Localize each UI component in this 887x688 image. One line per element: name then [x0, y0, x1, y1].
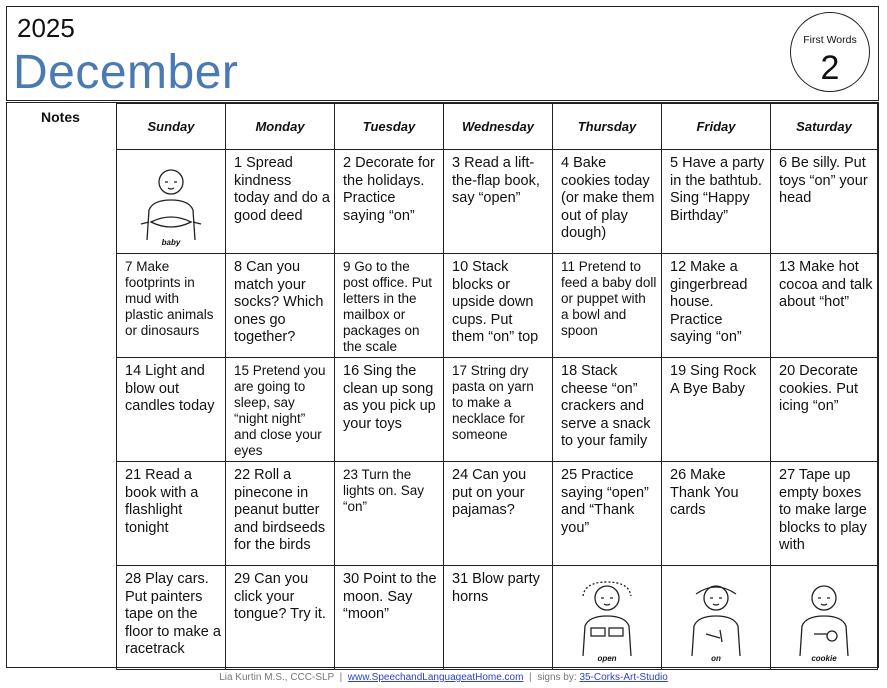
badge-number: 2 [820, 49, 840, 87]
footer-separator: | [339, 672, 343, 683]
activity-text: 31 Blow party horns [452, 571, 540, 605]
activity-text: 13 Make hot cocoa and talk about “hot” [779, 259, 873, 310]
day-cell [444, 566, 553, 670]
first-words-badge [790, 12, 870, 92]
weekday-header-thursday: Thursday [553, 104, 662, 150]
day-cell [117, 462, 226, 566]
day-cell [662, 462, 771, 566]
cookie-sign-icon [771, 566, 877, 669]
day-cell [335, 254, 444, 358]
day-cell [444, 150, 553, 254]
day-cell [444, 254, 553, 358]
activity-text: 2 Decorate for the holidays. Practice saying “on” [343, 155, 435, 224]
activity-text: 8 Can you match your socks? Which ones go together? [234, 259, 324, 345]
activity-text: 27 Tape up empty boxes to make large blocks to play with [779, 467, 867, 553]
day-cell [226, 254, 335, 358]
footer [0, 672, 887, 683]
day-cell [444, 462, 553, 566]
day-cell [662, 150, 771, 254]
signs-by-label: signs by: [537, 672, 577, 683]
weekday-header-wednesday: Wednesday [444, 104, 553, 150]
day-cell [226, 566, 335, 670]
day-cell [771, 254, 878, 358]
badge-label: First Words [803, 34, 857, 46]
footer-separator: | [529, 672, 532, 683]
day-cell [771, 462, 878, 566]
activity-text: 14 Light and blow out candles today [125, 363, 215, 414]
week-row [117, 254, 878, 358]
weekday-header-sunday: Sunday [117, 104, 226, 150]
day-cell [553, 254, 662, 358]
activity-text: 22 Roll a pinecone in peanut butter and birdseeds for the birds [234, 467, 326, 553]
activity-text: 20 Decorate cookies. Put icing “on” [779, 363, 858, 414]
activity-text: 29 Can you click your tongue? Try it. [234, 571, 326, 622]
calendar-grid [116, 103, 878, 670]
activity-text: 11 Pretend to feed a baby doll or puppet with a bowl and spoon [561, 259, 657, 338]
activity-text: 3 Read a lift-the-flap book, say “open” [452, 155, 540, 206]
activity-text: 5 Have a party in the bathtub. Sing “Happy Birthday” [670, 155, 765, 224]
weekday-header-saturday: Saturday [771, 104, 878, 150]
day-cell [553, 358, 662, 462]
activity-text: 18 Stack cheese “on” crackers and serve a snack to your family [561, 363, 651, 449]
activity-text: 26 Make Thank You cards [670, 467, 739, 518]
footer-author: Lia Kurtin M.S., CCC-SLP [219, 672, 335, 683]
weekday-header-row [117, 104, 878, 150]
activity-text: 30 Point to the moon. Say “moon” [343, 571, 437, 622]
weekday-header-monday: Monday [226, 104, 335, 150]
year-label: 2025 [17, 13, 75, 43]
day-cell [662, 566, 771, 670]
calendar-header [6, 6, 879, 101]
day-cell [662, 358, 771, 462]
activity-text: 1 Spread kindness today and do a good deed [234, 155, 330, 224]
activity-text: 10 Stack blocks or upside down cups. Put them “on” top [452, 259, 539, 345]
activity-text: 25 Practice saying “open” and “Thank you” [561, 467, 649, 536]
day-cell [553, 566, 662, 670]
day-cell [226, 462, 335, 566]
weekday-header-tuesday: Tuesday [335, 104, 444, 150]
day-cell [117, 150, 226, 254]
activity-text: 28 Play cars. Put painters tape on the floor to make a racetrack [125, 571, 221, 657]
calendar-body [6, 102, 879, 668]
activity-text: 4 Bake cookies today (or make them out of play dough) [561, 155, 655, 241]
day-cell [771, 566, 878, 670]
month-title: December [13, 46, 239, 99]
day-cell [335, 150, 444, 254]
activity-text: 16 Sing the clean up song as you pick up your toys [343, 363, 436, 432]
weekday-header-friday: Friday [662, 104, 771, 150]
day-cell [335, 462, 444, 566]
activity-text: 15 Pretend you are going to sleep, say “night night” and close your eyes [234, 363, 326, 458]
day-cell [662, 254, 771, 358]
signs-artist-link[interactable]: 35-Corks-Art-Studio [579, 672, 668, 683]
day-cell [335, 566, 444, 670]
day-cell [117, 358, 226, 462]
sign-caption: baby [161, 238, 181, 247]
activity-text: 17 String dry pasta on yarn to make a necklace for someone [452, 363, 534, 442]
sign-caption: open [597, 654, 617, 663]
activity-text: 23 Turn the lights on. Say “on” [343, 467, 425, 514]
day-cell [444, 358, 553, 462]
day-cell [771, 150, 878, 254]
activity-text: 12 Make a gingerbread house. Practice saying “on” [670, 259, 748, 345]
day-cell [771, 358, 878, 462]
day-cell [553, 462, 662, 566]
day-cell [117, 254, 226, 358]
website-link[interactable]: www.SpeechandLanguageatHome.com [347, 672, 524, 683]
sign-caption: on [711, 654, 721, 663]
on-sign-icon [662, 566, 770, 669]
day-cell [335, 358, 444, 462]
baby-sign-icon [117, 150, 225, 253]
activity-text: 21 Read a book with a flashlight tonight [125, 467, 199, 536]
day-cell [553, 150, 662, 254]
activity-text: 24 Can you put on your pajamas? [452, 467, 527, 518]
activity-text: 19 Sing Rock A Bye Baby [670, 363, 757, 397]
week-row [117, 566, 878, 670]
activity-text: 6 Be silly. Put toys “on” your head [779, 155, 868, 206]
week-row [117, 150, 878, 254]
day-cell [117, 566, 226, 670]
week-row [117, 358, 878, 462]
open-sign-icon [553, 566, 661, 669]
day-cell [226, 150, 335, 254]
notes-label: Notes [41, 109, 80, 125]
activity-text: 7 Make footprints in mud with plastic animals or dinosaurs [125, 259, 214, 338]
day-cell [226, 358, 335, 462]
activity-text: 9 Go to the post office. Put letters in the mailbox or packages on the scale [343, 259, 433, 354]
sign-caption: cookie [811, 654, 837, 663]
week-row [117, 462, 878, 566]
